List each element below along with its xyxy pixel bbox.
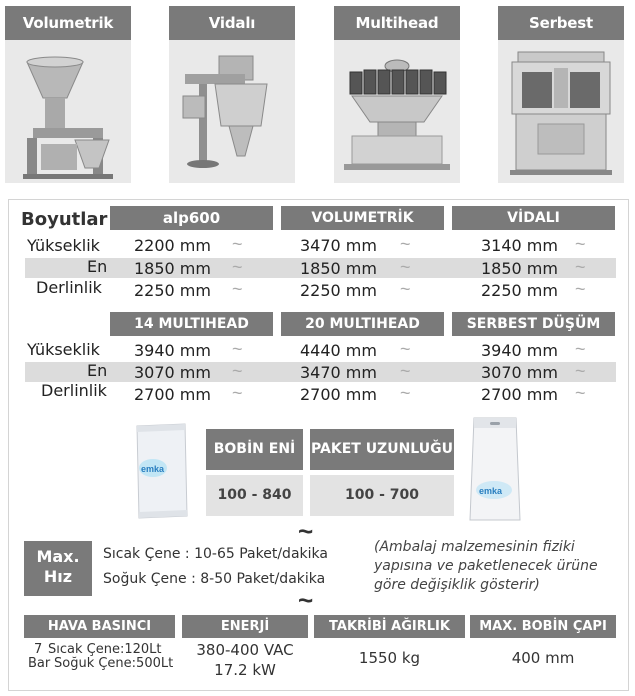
row-label-height: Yükseklik: [27, 340, 100, 359]
paket-uzunlugu-header: PAKET UZUNLUĞU: [310, 429, 454, 470]
tilde-mark: ~: [232, 257, 243, 277]
value-cell: 3470 mm: [300, 236, 377, 255]
reel-diameter-header: MAX. BOBİN ÇAPI: [470, 615, 616, 638]
value-cell: 4440 mm: [300, 341, 377, 360]
tilde-mark: ~: [575, 279, 586, 299]
tilde-mark: ~: [400, 339, 411, 359]
value-cell: 3070 mm: [134, 363, 211, 382]
volumetric-filler-image: [5, 40, 131, 183]
bag-brand-label: emka: [141, 464, 165, 474]
tilde-mark: ~: [400, 234, 411, 254]
machine-card-multihead[interactable]: [334, 6, 460, 183]
speed-note: (Ambalaj malzemesinin fiziki yapısına ve paketlenecek ürüne göre değişiklik gösterir): [374, 539, 598, 593]
multihead-weigher-image: [334, 40, 460, 183]
tilde-mark: ~: [575, 257, 586, 277]
bobin-eni-header: BOBİN ENİ: [206, 429, 303, 470]
row-label-width: En: [87, 361, 108, 380]
value-cell: 1850 mm: [300, 259, 377, 278]
value-cell: 2700 mm: [300, 385, 377, 404]
tilde-divider: ~: [298, 585, 314, 615]
row-label-height: Yükseklik: [27, 236, 100, 255]
energy-header: ENERJİ: [182, 615, 308, 638]
value-cell: 3070 mm: [481, 363, 558, 382]
tilde-mark: ~: [575, 361, 586, 381]
machine-card-volumetrik[interactable]: [5, 6, 131, 183]
tilde-mark: ~: [232, 234, 243, 254]
max-speed-line1: Max.: [36, 547, 80, 566]
tilde-mark: ~: [575, 383, 586, 403]
column-header-20-multihead: 20 MULTIHEAD: [281, 312, 444, 336]
machine-card-serbest-dusum[interactable]: [498, 6, 624, 183]
value-cell: 3940 mm: [481, 341, 558, 360]
machine-card-title: Multihead: [334, 6, 460, 40]
energy-voltage: 380-400 VAC: [196, 641, 294, 659]
machine-card-title: Serbest: [498, 6, 624, 40]
value-cell: 3470 mm: [300, 363, 377, 382]
pillow-bag-image: [131, 420, 191, 520]
bobin-eni-value: 100 - 840: [206, 475, 303, 516]
value-cell: 1850 mm: [481, 259, 558, 278]
tilde-mark: ~: [232, 279, 243, 299]
cold-jaw-speed: Soğuk Çene : 8-50 Paket/dakika: [103, 571, 326, 587]
tilde-mark: ~: [575, 339, 586, 359]
value-cell: 2700 mm: [481, 385, 558, 404]
reel-diameter-value: 400 mm: [511, 649, 575, 667]
column-header-alp600: alp600: [110, 206, 273, 230]
hot-jaw-speed: Sıcak Çene : 10-65 Paket/dakika: [103, 546, 328, 562]
air-cold-jaw: Soğuk Çene:500Lt: [54, 656, 174, 671]
tilde-mark: ~: [400, 383, 411, 403]
paket-uzunlugu-value: 100 - 700: [310, 475, 454, 516]
tilde-mark: ~: [400, 361, 411, 381]
bag-brand-label: emka: [479, 486, 503, 496]
row-label-width: En: [87, 257, 108, 276]
value-cell: 2200 mm: [134, 236, 211, 255]
tilde-divider: ~: [298, 516, 314, 546]
machine-card-title: Volumetrik: [5, 6, 131, 40]
column-header-14-multihead: 14 MULTIHEAD: [110, 312, 273, 336]
row-label-depth: Derlinlik: [36, 278, 102, 297]
column-header-serbest-dusum: SERBEST DÜŞÜM: [452, 312, 615, 336]
tilde-mark: ~: [400, 257, 411, 277]
free-fall-machine-image: [498, 40, 624, 183]
value-cell: 3940 mm: [134, 341, 211, 360]
max-speed-line2: Hız: [43, 567, 73, 586]
value-cell: 2250 mm: [481, 281, 558, 300]
value-cell: 2250 mm: [134, 281, 211, 300]
air-pressure-value-prefix: 7: [34, 642, 43, 657]
value-cell: 2700 mm: [134, 385, 211, 404]
machine-card-vidali[interactable]: [169, 6, 295, 183]
tilde-mark: ~: [400, 279, 411, 299]
tilde-mark: ~: [575, 234, 586, 254]
weight-header: TAKRİBİ AĞIRLIK: [314, 615, 465, 638]
machine-card-title: Vidalı: [169, 6, 295, 40]
stand-up-bag-image: [466, 414, 524, 526]
row-label-depth: Derlinlik: [41, 381, 107, 400]
weight-value: 1550 kg: [358, 649, 421, 667]
tilde-mark: ~: [232, 383, 243, 403]
dimensions-title: Boyutlar: [21, 209, 108, 230]
tilde-mark: ~: [232, 361, 243, 381]
column-header-vidali: VİDALI: [452, 206, 615, 230]
value-cell: 1850 mm: [134, 259, 211, 278]
air-pressure-unit: Bar: [28, 656, 51, 671]
max-speed-badge: [24, 541, 92, 596]
air-hot-jaw: Sıcak Çene:120Lt: [48, 642, 162, 657]
value-cell: 2250 mm: [300, 281, 377, 300]
air-pressure-header: HAVA BASINCI: [24, 615, 175, 638]
auger-filler-image: [169, 40, 295, 183]
energy-power: 17.2 kW: [214, 661, 276, 679]
column-header-volumetrik: VOLUMETRİK: [281, 206, 444, 230]
value-cell: 3140 mm: [481, 236, 558, 255]
tilde-mark: ~: [232, 339, 243, 359]
